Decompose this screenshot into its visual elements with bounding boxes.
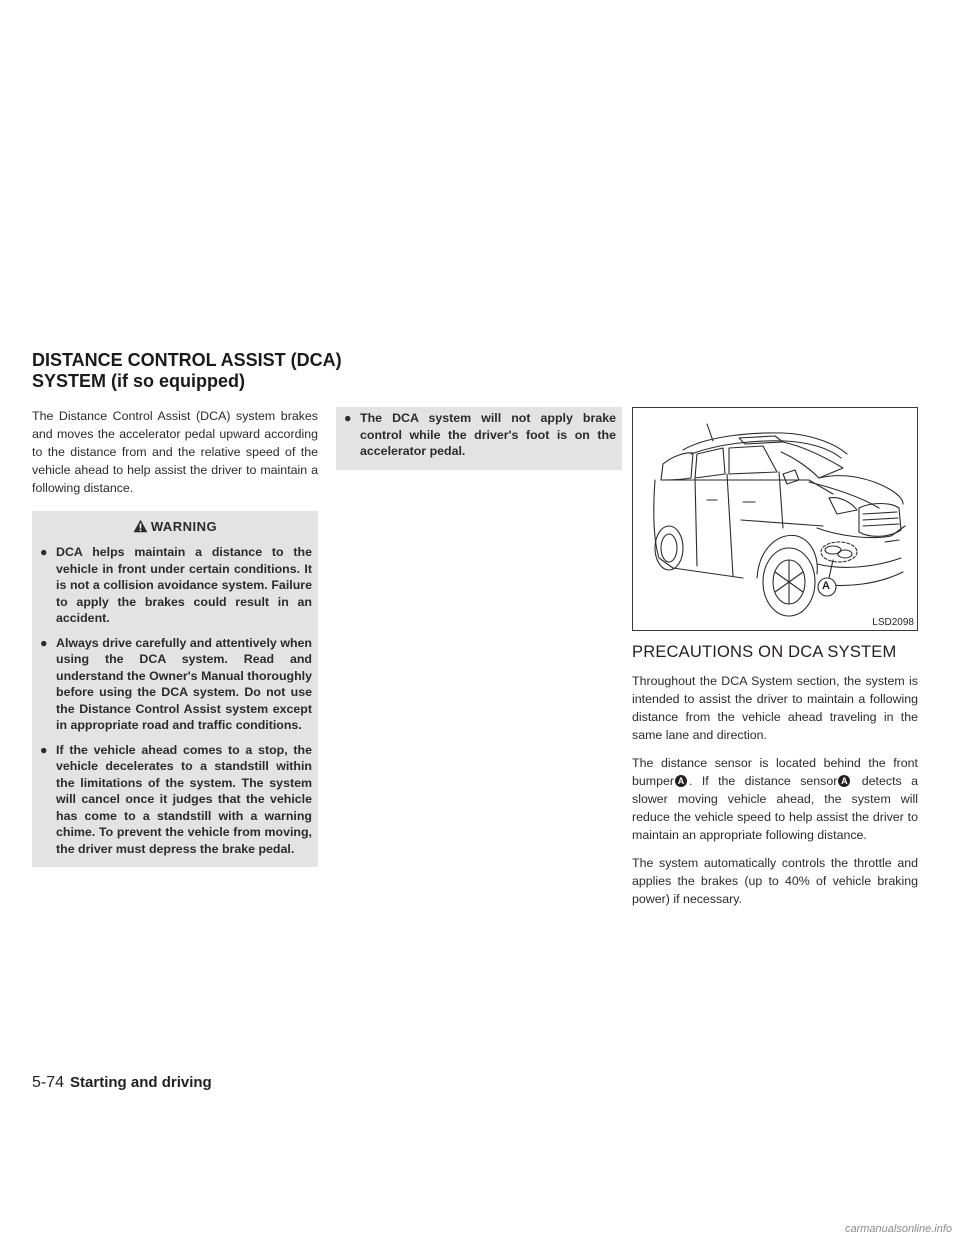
intro-paragraph: The Distance Control Assist (DCA) system brakes and moves the accelerator pedal upward according to the distance from and the relative speed of the vehicle ahead to help assist the driver to maintain a following distance. (32, 409, 318, 495)
warning-triangle-icon (133, 519, 148, 536)
p2-text-b: . If the distance sensor (689, 774, 838, 788)
p2-text-a: The distance sensor is located behind the front bumper (632, 756, 918, 788)
section-title (32, 350, 452, 392)
precautions-heading: PRECAUTIONS ON DCA SYSTEM (632, 643, 897, 661)
callout-a-badge: A (838, 775, 850, 787)
precautions-paragraph-1: Throughout the DCA System section, the system is intended to assist the driver to maintain a following distance from the vehicle ahead traveling in the same lane and direction. (632, 674, 918, 742)
bullet-icon: ● (40, 742, 48, 757)
warning-item (38, 742, 312, 858)
bullet-icon: ● (40, 545, 48, 559)
callout-a-badge: A (675, 775, 687, 787)
section-title-line-1: DISTANCE CONTROL ASSIST (DCA) (32, 350, 342, 370)
column-middle (336, 407, 622, 470)
vehicle-illustration (632, 407, 918, 631)
page-footer (32, 1074, 212, 1092)
warning-item-text: Always drive carefully and attentively when using the DCA system. Read and understand the Owner's Manual thoroughly before using the DCA system. Do not use the Distance Control Assist system except in appropriate road and traffic conditions. (56, 635, 312, 732)
warning-item-text: If the vehicle ahead comes to a stop, the vehicle decelerates to a standstill within the limitations of the system. The system will cancel once it judges that the vehicle has come to a standstill with a warning chime. To prevent the vehicle from moving, the driver must depress the brake pedal. (56, 742, 312, 856)
warning-header (38, 517, 312, 544)
bullet-icon: ● (344, 411, 352, 425)
warning-item-text: The DCA system will not apply brake control while the driver's foot is on the accelerator pedal. (360, 411, 616, 458)
column-right (632, 407, 918, 918)
warning-item (342, 410, 616, 460)
precautions-paragraph-3: The system automatically controls the throttle and applies the brakes (up to 40% of vehicle braking power) if necessary. (632, 856, 918, 906)
warning-box (32, 511, 318, 867)
bullet-icon: ● (40, 635, 48, 650)
watermark: carmanualsonline.info (844, 1223, 952, 1235)
suv-sensor-drawing (633, 408, 919, 632)
figure-code: LSD2098 (872, 617, 914, 628)
warning-item (38, 635, 312, 734)
chapter-title: Starting and driving (70, 1074, 212, 1091)
column-left (32, 407, 318, 867)
warning-box-continued (336, 407, 622, 470)
warning-label: WARNING (150, 519, 218, 534)
callout-a-label: A (822, 580, 830, 592)
section-title-line-2: SYSTEM (if so equipped) (32, 371, 246, 391)
p2-text-c: detects a slower moving vehicle ahead, the system will reduce the vehicle speed to help assist the driver to maintain an appropriate following distance. (632, 774, 918, 842)
warning-item-text: DCA helps maintain a distance to the vehicle in front under certain conditions. It is not a collision avoidance system. Failure to apply the brakes could result in an accident. (56, 545, 312, 625)
precautions-paragraph-2 (632, 754, 918, 844)
warning-item (38, 544, 312, 627)
page-number: 5-74 (32, 1074, 65, 1091)
